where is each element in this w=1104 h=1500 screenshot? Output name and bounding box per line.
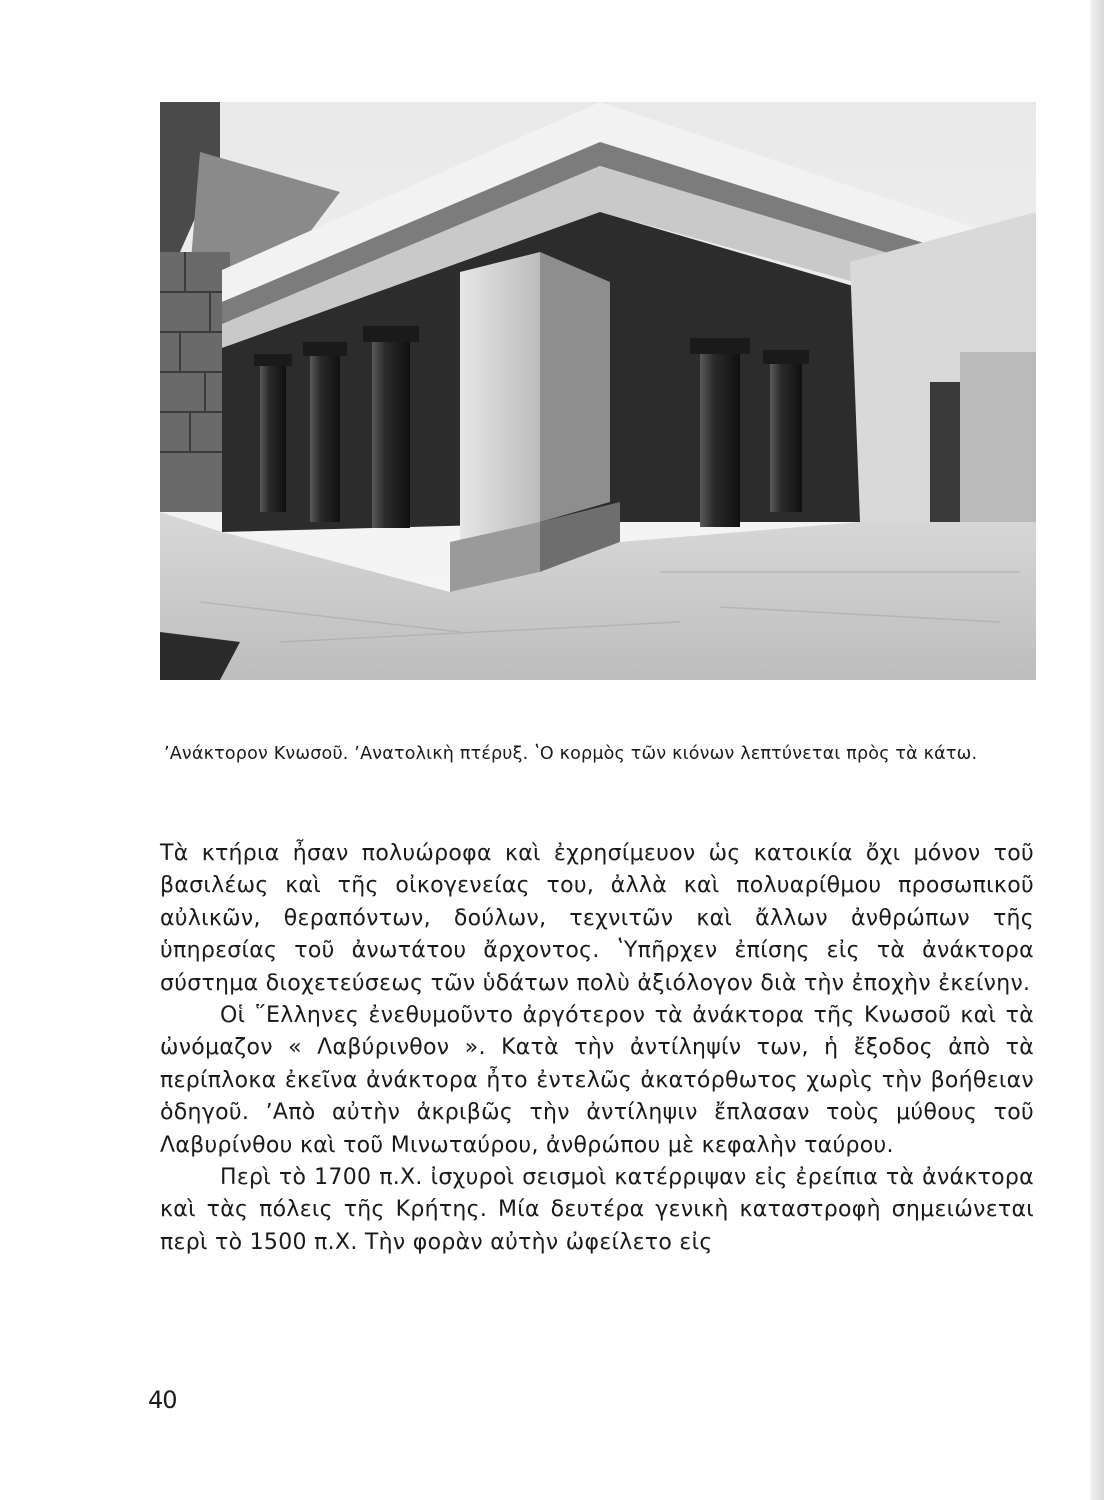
page-edge — [1090, 0, 1104, 1500]
main-text — [160, 838, 1034, 1259]
figure-caption: ʼΑνάκτορον Κνωσοῦ. ʼΑνατολικὴ πτέρυξ. ʽΟ κορμὸς τῶν κιόνων λεπτύνεται πρὸς τὰ κάτω. — [164, 744, 978, 764]
paragraph-1: Τὰ κτήρια ἦσαν πολυώροφα καὶ ἐχρησίμευον ὡς κατοικία ὄχι μόνον τοῦ βασιλέως καὶ τῆς οἰκογενείας του, ἀλλὰ καὶ πολυαρίθμου προσωπικοῦ αὐλικῶν, θεραπόντων, δούλων, τεχνιτῶν καὶ ἄλλων ἀνθρώπων τῆς ὑπηρεσίας τοῦ ἀνωτάτου ἄρχοντος. ʽΥπῆρχεν ἐπίσης εἰς τὰ ἀνάκτορα σύστημα διοχετεύσεως τῶν ὑδάτων πολὺ ἀξιόλογον διὰ τὴν ἐποχὴν ἐκείνην. — [160, 841, 1034, 996]
palace-photo — [160, 102, 1036, 680]
paragraph-3: Περὶ τὸ 1700 π.Χ. ἰσχυροὶ σεισμοὶ κατέρριψαν εἰς ἐρείπια τὰ ἀνάκτορα καὶ τὰς πόλεις τῆς Κρήτης. Μία δευτέρα γενικὴ καταστροφὴ σημειώνεται περὶ τὸ 1500 π.Χ. Τὴν φορὰν αὐτὴν ὠφείλετο εἰς — [160, 1165, 1034, 1255]
knossos-east-wing-image — [160, 102, 1036, 680]
paragraph-2: Οἱ ῞Ελληνες ἐνεθυμοῦντο ἀργότερον τὰ ἀνάκτορα τῆς Κνωσοῦ καὶ τὰ ὠνόμαζον « Λαβύρινθον ». Κατὰ τὴν ἀντίληψίν των, ἡ ἔξοδος ἀπὸ τὰ περίπλοκα ἐκεῖνα ἀνάκτορα ἦτο ἐντελῶς ἀκατόρθωτος χωρὶς τὴν βοήθειαν ὁδηγοῦ. ʼΑπὸ αὐτὴν ἀκριβῶς τὴν ἀντίληψιν ἔπλασαν τοὺς μύθους τοῦ Λαβυρίνθου καὶ τοῦ Μινωταύρου, ἀνθρώπου μὲ κεφαλὴν ταύρου. — [160, 1003, 1034, 1158]
page-number: 40 — [148, 1386, 177, 1414]
